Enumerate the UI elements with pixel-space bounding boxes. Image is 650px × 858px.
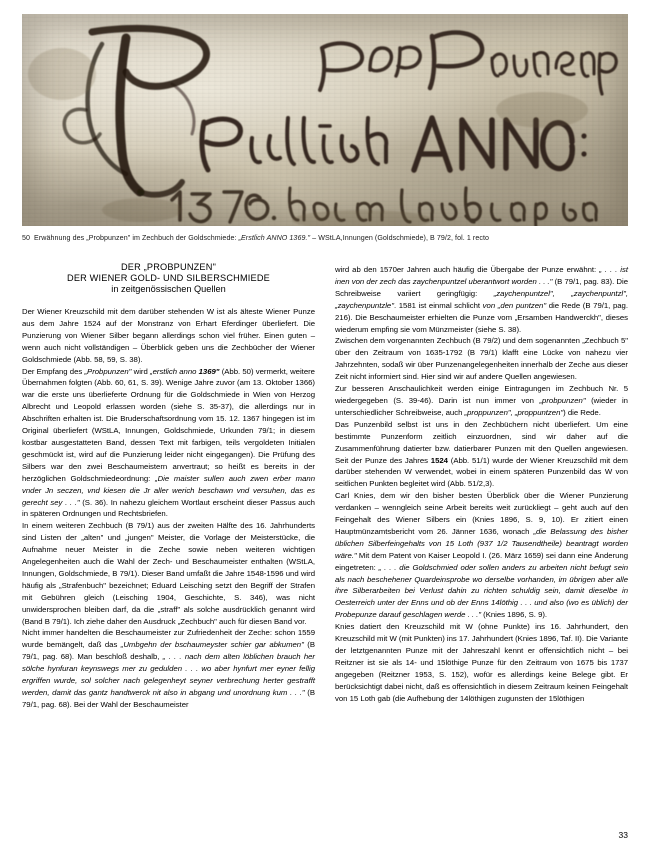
paragraph xyxy=(335,264,628,335)
text-run: wird ab den 1570er Jahren auch häufig die Übergabe der Punze erwähnt: xyxy=(335,265,600,274)
text-run: Der Wiener Kreuzschild mit dem darüber stehenden W ist als älteste Wiener Punze aus dem Jahre 1524 auf der Monstranz von Erhart Eferdinger überliefert. Die Punzierung von Wiener Silber begann allerdings schon viel früher. Einen guten – wenn auch nicht vollständigen – Überblick geben uns die Zechbücher der Wiener Goldschmiede (Abb. 58, 59, S. 38). xyxy=(22,307,315,364)
text-run: Tausendtheile) beantragt worden wäre." xyxy=(335,538,629,560)
text-run: (B 79/1, pag. 83). Die Schreibweise variiert geringfügig: xyxy=(335,276,628,298)
text-run: „erstlich anno xyxy=(150,366,199,376)
text-run: „Die maister sullen auch zwen erber mann vnder Jn seczen, vnd kiesen die Jr aller werich beschawn vnd versuhen, das es gerecht sey . . ." xyxy=(22,473,316,507)
text-run: „proppunzen", „proppuntzen" xyxy=(464,407,564,417)
text-run: (S. 36). In nahezu gleichem Wortlaut erscheint dieser Passus auch in späteren Ordnungen und Rechtsbriefen. xyxy=(22,497,315,519)
caption-number: 50 xyxy=(22,234,31,242)
paragraph xyxy=(22,520,315,627)
text-run: „ . . . die Goldschmied oder sollen anders zu arbeiten nicht befugt sein als nach beschehener Quardeinsprobe wo derselbe vorhanden, im übrigen aber alle ihre Silberarbeiten bei Verlust dahin zu richten schuldig sein, damit dieselbe in Oesterreich unter der Enns und ob der Enns 14löthig . . . und also (wo es üblich) der Probepunze darauf geschlagen werde . . ." xyxy=(335,562,628,620)
title-line-1: DER „PROBPUNZEN" xyxy=(120,262,217,272)
text-run: (wieder in unterschiedlicher Schreibweise, auch xyxy=(335,395,628,417)
paragraph xyxy=(22,366,315,521)
text-run: Zur besseren Anschaulichkeit werden einige Eintragungen im Zechbuch Nr. 5 wiedergegeben (S. 39-46). Darin ist nun immer von xyxy=(335,384,628,405)
text-run: „Umbgehn der bschaumeyster schier gar abkumen" xyxy=(120,640,304,650)
text-run: Carl Knies, dem wir den bisher besten Überblick über die Wiener Punzierung verdanken – wenngleich seine Arbeit bereits weit zurückliegt – geht auch auf den Feingehalt des Wiener Silbers ein (Knies 1896, S. 9, 10). Er zitiert einen Hauptmünzamtsbericht vom 26. Jänner 1636, wonach xyxy=(335,491,628,536)
paragraph xyxy=(335,419,628,490)
paragraph xyxy=(335,490,628,621)
text-run: . 1581 ist einmal schlicht xyxy=(393,300,483,310)
caption-text-after: – WStLA,Innungen (Goldschmiede), B 79/2, fol. 1 recto xyxy=(310,234,490,242)
text-run: (Abb. 50) vermerkt, weitere Übernahmen folgten (Abb. 60, 61, S. 39). Wenige Jahre zuvor (am 13. Oktober 1366) war die erste uns überlieferte Ordnung für die Goldschmiede in Wien von Herzog Albrecht und Leopold erlassen worden (siehe S. 35-37), die allerdings nur in Abschriften erhalten ist. Die Bruderschaftsordnung vom 15. 12. 1367 hingegen ist im Original überliefert (WStLA, Innungen, Goldschmiede, Urkunden 79/1; in diesem kostbar ausgestatteten Band, dessen Text mit farbigen, teils vergoldeten Initialen geschmückt ist, wird auf die Punzierung leider nicht eingegangen). Die Prüfung des Silbers war den zwei Beschaumeistern anvertraut; so heißt es bereits in der herzöglichen Goldschmiedeordnung: xyxy=(22,366,315,483)
text-run: (B 79/1, pag. 68). Man beschloß deshalb, xyxy=(22,640,316,662)
paragraph xyxy=(335,383,628,419)
text-run: Nicht immer handelten die Beschaumeister zur Zufriedenheit der Zeche: schon 1559 wurde bemängelt, daß das xyxy=(22,628,315,650)
text-run: 1/2 xyxy=(496,538,508,548)
article-title xyxy=(22,262,315,296)
body-column-left xyxy=(22,306,315,711)
text-run: In einem weiteren Zechbuch (B 79/1) aus der zweiten Hälfte des 16. Jahrhunderts sind Listen der „alten" und „jungen" Meister, die Vorlage der Meisterstücke, die Aufnahme neuer Meister in die Zeche sowie neben weiteren wichtigen Angelegenheiten auch die Wahl der Zech- und Beschaumeister enthalten (WStLA, Innungen, Goldschmiede, B 79/1). Dieser Band umfaßt die Jahre 1548-1596 und wird häufig als „Strafenbuch" bezeichnet; Eduard Leisching setzt den Begriff der Strafen mit Gebühren gleich (Leisching 1904, Geschichte, S. 346), was nicht unwidersprochen bleiben darf, da die „straff" als solche ausdrücklich genannt wird (Band B 79/1). Ich ziehe daher den Ausdruck „Zechbuch" auch für diesen Band vor. xyxy=(22,521,315,626)
title-line-3: in zeitgenössischen Quellen xyxy=(111,284,226,295)
body-column-right xyxy=(335,264,628,705)
text-run: (Knies 1896, S. 9). xyxy=(481,610,548,620)
title-line-2: DER WIENER GOLD- UND SILBERSCHMIEDE xyxy=(67,273,270,284)
caption-text-italic: „Erstlich ANNO 1369." xyxy=(238,234,311,242)
text-run: Der Empfang des xyxy=(22,366,85,376)
manuscript-handwriting xyxy=(22,14,628,226)
text-run: 1369" xyxy=(198,366,220,376)
paragraph xyxy=(22,306,315,366)
caption-text-before: Erwähnung des „Probpunzen" im Zechbuch der Goldschmiede: xyxy=(34,234,239,242)
text-run: „Probpunzen" xyxy=(84,366,132,376)
text-run: (Abb. 51/1) wurde der Wiener Kreuzschild mit dem darüber stehenden W verwendet, wobei in einem späteren Punzenbild das W von seitlichen Punkten begleitet wird (Abb. 51/2,3). xyxy=(335,455,628,489)
figure-caption xyxy=(22,234,628,243)
text-run: „ . . . nach dem alten löblichen brauch her sölche hynfuran keynswegs mer zu gedulden . . . wo aber hynfurt mer eyner fellig ergriffen wurde, sol solcher nach gelegenheyt seyner verbrechung herter gestrafft werden, damit das gantz handtwerck nit also in abgang und unordnung kum . . ." xyxy=(22,652,315,697)
text-run: Knies datiert den Kreuzschild mit W (ohne Punkte) ins 16. Jahrhundert, den Kreuzschild mit W (mit Punkten) ins 17. Jahrhundert (Knies 1896, Taf. II). Die Variante der letztgenannten Punze mit der Jahreszahl kennt er offensichtlich nicht – bei Reitzner ist sie als 14- und 15löthige Punze für den Zeitraum von 1675 bis 1737 angegeben (Reitzner 1953, S. 152), wofür es allerdings keine Belege gibt. Er berücksichtigt dabei nicht, daß es offensichtlich in diesem Zeitraum keinen Feingehalt von 15 Loth gab (die Aufhebung der 14löthigen zugunsten der 15löthigen xyxy=(335,622,628,703)
paragraph xyxy=(335,621,628,704)
manuscript-figure xyxy=(22,14,628,226)
text-run: „probpunzen" xyxy=(539,395,586,405)
text-run: Das Punzenbild selbst ist uns in den Zechbüchern nicht überliefert. Um eine bestimmte Punzenform zeitlich einzuordnen, sind wir daher auf die Zusammenführung datierter bzw. datierbarer Punzen mit den Quellen angewiesen. Seit der Punze des Jahres xyxy=(335,419,628,465)
page-number: 33 xyxy=(618,830,628,840)
text-run: „die Belassung des bisher üblichen Silberfeingehalts von 15 Loth (937 xyxy=(335,526,628,548)
text-run: von „den puntzen" xyxy=(482,300,547,310)
paragraph xyxy=(22,627,315,710)
text-run: Mit dem Patent von Kaiser Leopold I. (26. März 1659) sei dann eine Änderung eingetreten: xyxy=(335,550,628,572)
text-run: ) die Rede. xyxy=(563,407,601,417)
text-run: die Rede (B 79/1, pag. 216). Die Beschaumeister erhielten die Punze vom „Ersamben Handwerckh", dieses wiederum empfing sie vom Münzmeister (siehe S. 38). xyxy=(335,300,628,334)
text-run: wird xyxy=(131,366,151,376)
text-run: (B 79/1, pag. 68). Bei der Wahl der Beschaumeister xyxy=(22,688,315,709)
paragraph xyxy=(335,335,628,383)
text-run: „ . . . ist inen von der zech das zaychenpuntzel uberantwort worden . . ." xyxy=(335,265,629,286)
text-run: Zwischen dem vorgenannten Zechbuch (B 79/2) und dem sogenannten „Zechbuch 5" über den Zeitraum von 1635-1792 (B 79/1) klafft eine Lücke von nahezu vier Jahrzehnten, sodaß wir über Punzenangelegenheiten innerhalb der Zeche aus dieser Zeit nicht informiert sind. Hier sind wir auf andere Quellen angewiesen. xyxy=(335,336,628,382)
text-run: 1524 xyxy=(430,455,448,465)
text-run: „zaychenpuntzel", „zaychenpuntzl", „zaychenpuntzle" xyxy=(335,288,629,310)
